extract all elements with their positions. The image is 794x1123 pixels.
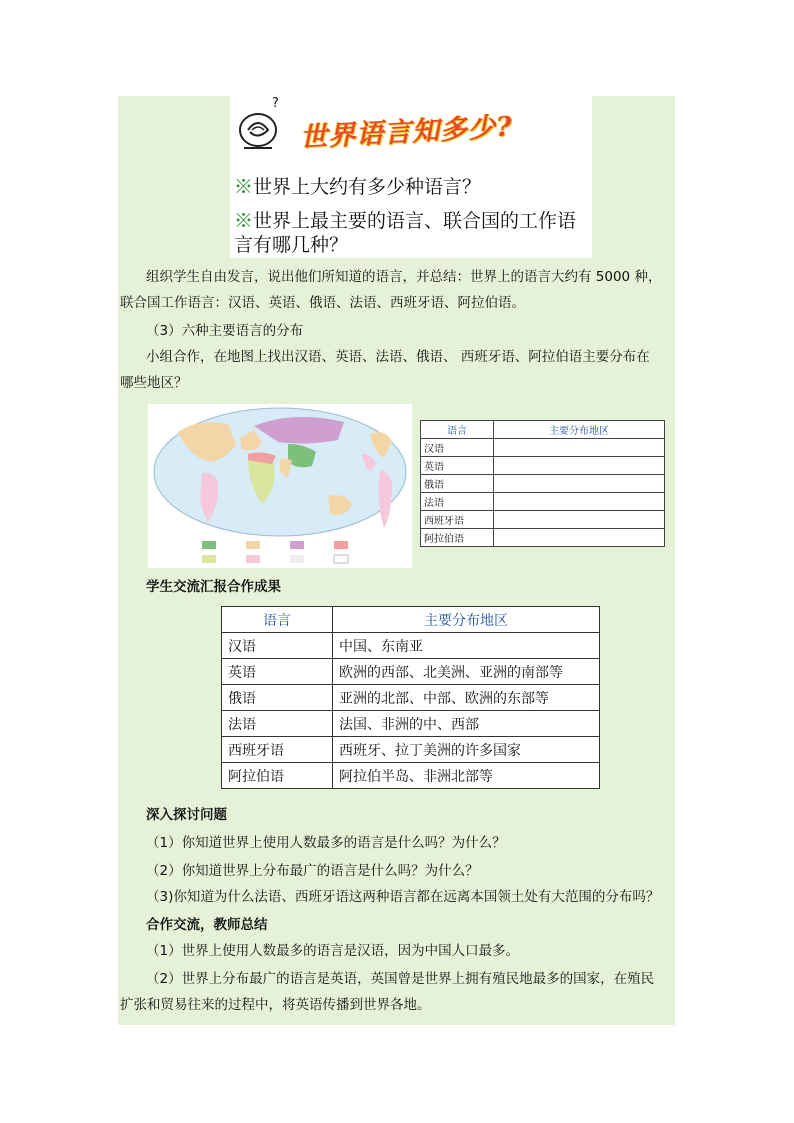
task-line-2: 哪些地区？ [120, 375, 188, 391]
face-icon [234, 100, 292, 156]
discussion-question-1: （1）你知道世界上使用人数最多的语言是什么吗？为什么？ [146, 835, 506, 851]
banner-question-2-line-2: 言有哪几种？ [234, 234, 349, 256]
table-row: 俄语 亚洲的北部、中部、欧洲的东部等 [222, 685, 600, 711]
result-header-region: 主要分布地区 [333, 607, 600, 633]
small-table-header-language: 语言 [421, 421, 494, 439]
banner-question-2-line-1: ※世界上最主要的语言、联合国的工作语 [234, 210, 577, 232]
section-heading: （3）六种主要语言的分布 [146, 323, 304, 339]
reference-mark-icon: ※ [234, 210, 254, 232]
summary-heading: 合作交流，教师总结 [146, 917, 268, 933]
table-row: 汉语 中国、东南亚 [222, 633, 600, 659]
task-line-1: 小组合作，在地图上找出汉语、英语、法语、俄语、 西班牙语、阿拉伯语主要分布在 [146, 349, 650, 365]
table-row: 英语 欧洲的西部、北美洲、亚洲的南部等 [222, 659, 600, 685]
small-table-row: 阿拉伯语 [421, 529, 494, 547]
banner-question-1: ※世界上大约有多少种语言？ [234, 176, 482, 198]
small-table-row: 法语 [421, 493, 494, 511]
small-table-row: 汉语 [421, 439, 494, 457]
discussion-question-3: （3)你知道为什么法语、西班牙语这两种语言都在远离本国领土处有大范围的分布吗？ [146, 889, 660, 905]
result-header-language: 语言 [222, 607, 333, 633]
question-mark: ? [272, 96, 279, 111]
intro-line-1: 组织学生自由发言，说出他们所知道的语言，并总结：世界上的语言大约有 5000 种， [146, 269, 662, 285]
banner [230, 96, 592, 258]
blank-distribution-table [420, 420, 665, 547]
summary-answer-2-line-1: （2）世界上分布最广的语言是英语，英国曾是世界上拥有殖民地最多的国家，在殖民 [146, 971, 655, 987]
small-table-row: 俄语 [421, 475, 494, 493]
result-heading: 学生交流汇报合作成果 [146, 579, 281, 595]
table-row: 阿拉伯语 阿拉伯半岛、非洲北部等 [222, 763, 600, 789]
discussion-heading: 深入探讨问题 [146, 807, 227, 823]
small-table-row: 西班牙语 [421, 511, 494, 529]
small-table-row: 英语 [421, 457, 494, 475]
reference-mark-icon: ※ [234, 176, 254, 198]
table-row: 法语 法国、非洲的中、西部 [222, 711, 600, 737]
table-row: 西班牙语 西班牙、拉丁美洲的许多国家 [222, 737, 600, 763]
banner-title: 世界语言知多少? [299, 111, 514, 154]
intro-line-2: 联合国工作语言：汉语、英语、俄语、法语、西班牙语、阿拉伯语。 [120, 295, 525, 311]
world-language-map [148, 404, 412, 568]
summary-answer-1: （1）世界上使用人数最多的语言是汉语，因为中国人口最多。 [146, 943, 520, 959]
small-table-header-region: 主要分布地区 [494, 421, 665, 439]
summary-answer-2-line-2: 扩张和贸易往来的过程中，将英语传播到世界各地。 [120, 997, 431, 1013]
result-table [221, 606, 600, 789]
discussion-question-2: （2）你知道世界上分布最广的语言是什么吗？为什么？ [146, 863, 479, 879]
